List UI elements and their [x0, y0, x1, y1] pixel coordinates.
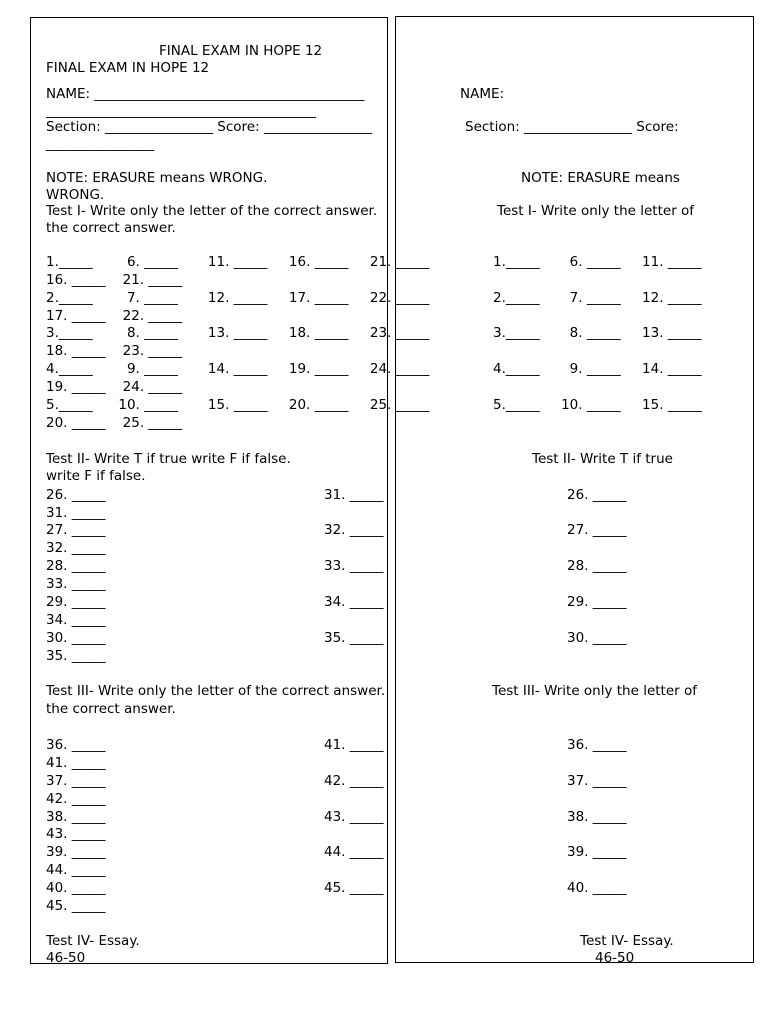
right-test2-item: 28. _____	[567, 558, 627, 574]
test2-item: 31. _____	[46, 505, 106, 521]
exam-title: FINAL EXAM IN HOPE 12	[46, 60, 210, 76]
test3-item: 37. _____	[46, 773, 106, 789]
right-test2-item: 30. _____	[567, 630, 627, 646]
right-test3-item: 39. _____	[567, 844, 627, 860]
test2-item: 30. _____	[46, 630, 106, 646]
right-test3-instructions: Test III- Write only the letter of	[492, 683, 698, 699]
test4-heading: Test IV- Essay.	[46, 933, 140, 949]
test2-item-right: 35. _____	[324, 630, 384, 646]
exam-title-centered: FINAL EXAM IN HOPE 12	[159, 43, 323, 59]
test2-instructions-continuation: write F if false.	[46, 468, 146, 484]
test2-item-right: 31. _____	[324, 487, 384, 503]
test3-item: 40. _____	[46, 880, 106, 896]
test3-item: 36. _____	[46, 737, 106, 753]
test3-instructions: Test III- Write only the letter of the correct answer.	[46, 683, 386, 699]
right-test4-items: 46-50	[595, 950, 635, 966]
test3-item: 39. _____	[46, 844, 106, 860]
right-test2-instructions: Test II- Write T if true	[532, 451, 673, 467]
erasure-note: NOTE: ERASURE means WRONG.	[46, 170, 268, 186]
test1-row: 19. _____ 24. _____	[46, 379, 183, 395]
right-test3-item: 38. _____	[567, 809, 627, 825]
test1-instructions-continuation: the correct answer.	[46, 220, 176, 236]
right-test2-item: 29. _____	[567, 594, 627, 610]
name-field-continuation: ________________________________________	[46, 103, 316, 119]
right-test1-row: 2._____ 7. _____ 12. _____	[493, 290, 702, 306]
test2-item: 28. _____	[46, 558, 106, 574]
test3-item-right: 43. _____	[324, 809, 384, 825]
test2-item-right: 33. _____	[324, 558, 384, 574]
test2-item: 29. _____	[46, 594, 106, 610]
right-test3-item: 40. _____	[567, 880, 627, 896]
right-test1-row: 1._____ 6. _____ 11. _____	[493, 254, 702, 270]
test3-item-right: 45. _____	[324, 880, 384, 896]
test1-row: 20. _____ 25. _____	[46, 415, 183, 431]
test3-instructions-continuation: the correct answer.	[46, 701, 176, 717]
test3-item: 42. _____	[46, 791, 106, 807]
right-name-field: NAME:	[460, 86, 505, 102]
right-section-score-field: Section: ________________ Score:	[465, 119, 679, 135]
right-erasure-note: NOTE: ERASURE means	[521, 170, 680, 186]
right-test1-row: 5._____ 10. _____ 15. _____	[493, 397, 702, 413]
test2-item-right: 34. _____	[324, 594, 384, 610]
test1-row: 2._____ 7. _____ 12. _____ 17. _____ 22. _____	[46, 290, 430, 306]
test1-row: 1._____ 6. _____ 11. _____ 16. _____ 21. _____	[46, 254, 430, 270]
test1-row: 4._____ 9. _____ 14. _____ 19. _____ 24. _____	[46, 361, 430, 377]
test2-item: 26. _____	[46, 487, 106, 503]
right-test1-row: 4._____ 9. _____ 14. _____	[493, 361, 702, 377]
test2-item-right: 32. _____	[324, 522, 384, 538]
test3-item-right: 41. _____	[324, 737, 384, 753]
right-test2-item: 26. _____	[567, 487, 627, 503]
test2-instructions: Test II- Write T if true write F if false.	[46, 451, 291, 467]
section-score-continuation: ________________	[46, 136, 154, 152]
test1-row: 5._____ 10. _____ 15. _____ 20. _____ 25. _____	[46, 397, 430, 413]
section-score-field: Section: ________________ Score: ________________	[46, 119, 372, 135]
right-test1-row: 3._____ 8. _____ 13. _____	[493, 325, 702, 341]
test3-item: 45. _____	[46, 898, 106, 914]
right-test3-item: 36. _____	[567, 737, 627, 753]
test1-row: 17. _____ 22. _____	[46, 308, 183, 324]
test2-item: 34. _____	[46, 612, 106, 628]
test1-row: 3._____ 8. _____ 13. _____ 18. _____ 23. _____	[46, 325, 430, 341]
test3-item: 44. _____	[46, 862, 106, 878]
right-test1-instructions: Test I- Write only the letter of	[497, 203, 695, 219]
test2-item: 27. _____	[46, 522, 106, 538]
erasure-note-continuation: WRONG.	[46, 187, 105, 203]
test1-row: 18. _____ 23. _____	[46, 343, 183, 359]
test3-item: 41. _____	[46, 755, 106, 771]
test3-item-right: 44. _____	[324, 844, 384, 860]
name-field: NAME: ________________________________________	[46, 86, 365, 102]
right-test2-item: 27. _____	[567, 522, 627, 538]
test1-row: 16. _____ 21. _____	[46, 272, 183, 288]
right-test4-heading: Test IV- Essay.	[580, 933, 674, 949]
test1-instructions: Test I- Write only the letter of the correct answer.	[46, 203, 378, 219]
test2-item: 33. _____	[46, 576, 106, 592]
test3-item: 43. _____	[46, 826, 106, 842]
test3-item-right: 42. _____	[324, 773, 384, 789]
right-test3-item: 37. _____	[567, 773, 627, 789]
test3-item: 38. _____	[46, 809, 106, 825]
test2-item: 32. _____	[46, 540, 106, 556]
test4-items: 46-50	[46, 950, 86, 966]
test2-item: 35. _____	[46, 648, 106, 664]
